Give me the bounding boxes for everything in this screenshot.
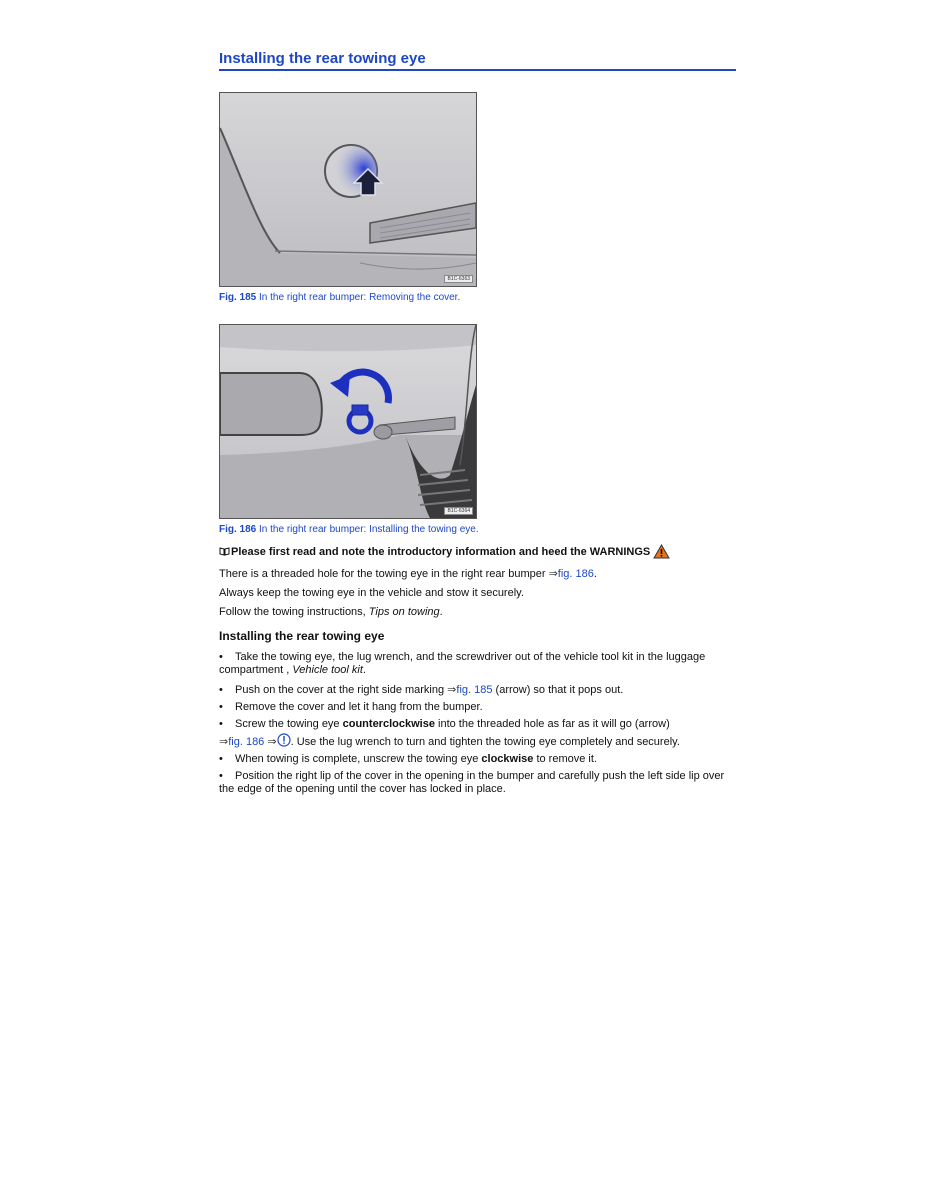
arrow-glyph: ⇒ [548,568,558,580]
paragraph-keep-eye: Always keep the towing eye in the vehicle and stow it securely. [219,587,524,599]
step-end: (arrow) so that it pops out. [492,684,624,696]
page-title: Installing the rear towing eye [219,50,736,71]
fig-186-link[interactable]: fig. 186 [557,568,594,580]
book-icon [219,547,230,556]
caption-text: In the right rear bumper: Removing the cover. [259,292,461,303]
towing-eye-illustration [220,325,476,518]
exclamation-circle-icon[interactable] [277,733,291,747]
section-heading: Installing the rear towing eye [219,629,385,643]
figure-code: B1C-6363 [444,275,473,283]
warning-note [219,544,736,559]
arrow-glyph: ⇒ [219,736,229,748]
figure-186 [219,324,477,519]
step-unscrew [219,753,736,766]
step-end: into the threaded hole as far as it will go (arrow) [434,718,670,730]
step-take-eye [219,651,736,677]
step-bold: clockwise [481,753,534,765]
paragraph-end: . [439,606,443,618]
tips-on-towing-link[interactable]: Tips on towing [368,606,440,618]
step-push-cover [219,684,736,697]
step-text: Position the right lip of the cover in the opening in the bumper and carefully push the left side lip over the edge of the opening until the cover has locked in place. [219,770,725,795]
paragraph-threaded-hole [219,568,736,581]
step-end: . Use the lug wrench to turn and tighten the towing eye completely and securely. [290,736,680,748]
step-text: Screw the towing eye [235,718,343,730]
figure-185-caption [219,292,736,303]
bullet-dot: • [219,651,223,663]
figure-185 [219,92,477,287]
paragraph-text: There is a threaded hole for the towing eye in the right rear bumper [219,568,549,580]
step-position-cover [219,770,736,796]
note-text: Please first read and note the introductory information and heed the WARNINGS [231,545,651,558]
paragraph-text: Follow the towing instructions, [219,606,369,618]
fig-185-link[interactable]: fig. 185 [456,684,493,696]
bullet-dot: • [219,753,223,765]
step-screw-eye [219,718,736,731]
step-remove-cover [219,701,736,714]
figure-code: B1C-6364 [444,507,473,515]
figure-label: Fig. 185 [219,292,257,303]
figure-label: Fig. 186 [219,524,257,535]
step-text: Take the towing eye, the lug wrench, and the screwdriver out of the vehicle tool kit in the luggage compartment , [219,651,706,676]
step-bold: counterclockwise [342,718,435,730]
bullet-dot: • [219,770,223,782]
caption-text: In the right rear bumper: Installing the towing eye. [259,524,479,535]
arrow-glyph: ⇒ [264,736,277,748]
vehicle-tool-kit-link[interactable]: Vehicle tool kit [292,664,363,676]
paragraph-end: . [593,568,597,580]
figure-186-caption [219,524,736,535]
warning-triangle-icon[interactable] [653,544,670,559]
bullet-dot: • [219,684,223,696]
step-text: Push on the cover at the right side marking [235,684,448,696]
bullet-dot: • [219,718,223,730]
bumper-cover-illustration [220,93,476,286]
fig-186-link[interactable]: fig. 186 [228,736,265,748]
step-end: to remove it. [533,753,597,765]
manual-page [219,50,736,796]
bullet-dot: • [219,701,223,713]
paragraph-towing-instructions [219,606,736,619]
step-end: . [362,664,366,676]
step-text: Remove the cover and let it hang from the bumper. [235,701,483,713]
step-text: When towing is complete, unscrew the towing eye [235,753,482,765]
arrow-glyph: ⇒ [447,684,457,696]
step-screw-eye-continued [219,733,736,749]
